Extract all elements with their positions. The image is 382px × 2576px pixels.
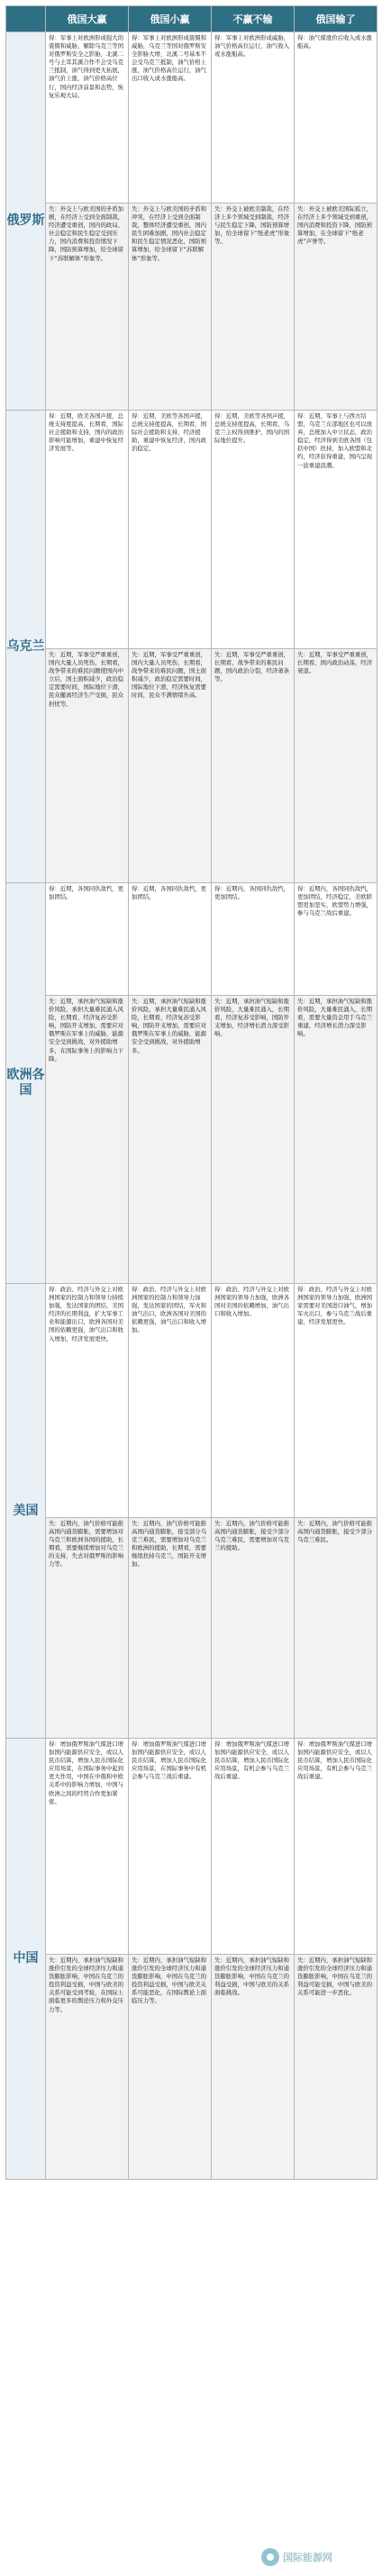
- table-cell: 得：油气煤涨价后收入或水涨船高。: [295, 32, 377, 203]
- table-cell: 得：增加俄罗斯油气煤进口增加国内能源供应安全，或以人民币结算，增加人民币国际化应用场景，有机会参与乌克兰战后重建。: [295, 1739, 377, 1955]
- table-cell: 失：近期内，承担油气短缺和涨价引发的全球经济压力和通货膨胀影响，中国在乌克兰的利益受损，中国与欧美的关系面临挑战。: [212, 1955, 295, 2180]
- table-row: [6, 1284, 377, 1518]
- table-cell: 得：增加俄罗斯油气煤进口增加国内能源供应安全，或以人民币结算，增加人民币国际化应用场景，有机会参与乌克兰战后重建。: [212, 1739, 295, 1955]
- table-cell: 失：近期内，油气价格可能推高国内通货膨胀，接受少部分乌克兰难民。: [295, 1518, 377, 1739]
- table-cell: 失：外交上被欧美制裁，在经济上多个领域受到制裁，经济与民生稳定下降，国防预算增加，给全球留下“纸老虎”形象等。: [212, 203, 295, 411]
- table-cell: 得：近期内，各国同仇敌忾，更加团结，经济稳定，美欧联盟更加坚实，欧盟势力增强，参与乌克兰战后重建。: [295, 883, 377, 996]
- table-cell: 失：近期内，油气价格可能推高国内通货膨胀，需要增加对乌克兰和欧洲各国的援助，长期看，需要继续增加对乌克兰的支持，失去对俄罗斯的影响力等。: [46, 1518, 129, 1739]
- header-row: [6, 6, 377, 32]
- table-cell: 得：近期，欧美各国声援，总统支持度提高，长期看，国际社会援助和支持，国内的政治影响可能增加，重建中恢复经济发展等。: [46, 411, 129, 649]
- table-cell: 得：军事上对欧洲形成威胁，油气价格高位运行，油气收入或水涨船高。: [212, 32, 295, 203]
- table-cell: 得：增加俄罗斯油气煤进口增加国内能源供应安全，或以人民币结算，增加人民币国际化应用场景，在国际事务中有机会参与乌克兰战后重建。: [129, 1739, 212, 1955]
- scenario-table: [5, 5, 377, 2180]
- table-cell: 得：增加俄罗斯油气煤进口增加国内能源供应安全，或以人民币结算，增加人民币国际化应用场景，在国际事务中起到更大作用，中国在中俄和中欧关系中的影响力增加，中国与欧洲之间的经贸合作更加紧密。: [46, 1739, 129, 1955]
- table-cell: 失：近期内，承担油气短缺和涨价引发的全球经济压力和通货膨胀影响，中国在乌克兰的投资利益受损，中国与欧美的关系可能受到考验，在国际上面临更多的舆论压力和外交压力等。: [46, 1955, 129, 2180]
- table-cell: 得：政治、经济与外交上对欧洲国家的领导力加强，欧洲国家需要对美国进口油气，增加军火出口，参与乌克兰战后重建，经济发展更快。: [295, 1284, 377, 1518]
- table-cell: 失：近期内，油气价格可能推高国内通货膨胀，接受少部分乌克兰难民，需要增加对乌克兰的援助。: [212, 1518, 295, 1739]
- row-header-europe: 欧洲各国: [6, 883, 46, 1284]
- table-row: [6, 203, 377, 411]
- table-cell: 得：政治、经济与外交上对欧洲国家的控制力和领导力持续加强，发达国家的团结，美国经济的长期利益，扩大军事工业和能源出口，欧洲各国对美国的依赖更强，油气出口和收入增加，经济发展更快。: [46, 1284, 129, 1518]
- table-row: [6, 32, 377, 203]
- table-cell: 得：近期，美欧等各国声援，总统支持度提高，长期看，乌克兰主权得到维护，国内的国际地位提升。: [212, 411, 295, 649]
- table-cell: 得：政治、经济与外交上对欧洲国家的控制力和领导力加强，发达国家的团结，军火和油气出口，欧洲各国对美国的依赖更强，油气出口和收入增加。: [129, 1284, 212, 1518]
- table-cell: 失：近期，承担油气短缺和涨价风险，承担大量难民涌入风险，长期看，经济复苏受影响，国防开支增加，需要应对俄罗斯在军事上的威胁，能源安全受到挑战，对外援助增多。: [129, 996, 212, 1284]
- table-cell: 得：军事上对欧洲形成强大的震慑和威胁，解除乌克兰等国对俄罗斯安全之影胁，北溪二号与土耳其溪合作不会受乌克兰抵制，油气得到更大拓展，油气价上涨，油气价格高位行，国内经济前景和态势，恢复乐观大局。: [46, 32, 129, 203]
- row-header-china: 中国: [6, 1739, 46, 2180]
- row-header-usa: 美国: [6, 1284, 46, 1739]
- table-cell: 失：近期，军事受严重重创，长期看，国内政治动荡，经济衰退。: [295, 649, 377, 883]
- table-cell: 得：近期，各国同仇敌忾，更加团结。: [46, 883, 129, 996]
- table-row: [6, 1739, 377, 1955]
- table-cell: 失：外交上与欧美国的矛盾和冲突，在经济上受到全面制裁，整体经济遭受重创，国内民生困难加剧，国内社会稳定和民生稳定情况恶化，国防预算增加，给全球留下“苏联解体”形象等。: [129, 203, 212, 411]
- table-cell: 得：政治、经济与外交上对欧洲国家的领导力加强，欧洲各国对美国的依赖增加，油气出口和收入增加。: [212, 1284, 295, 1518]
- table-row: [6, 1518, 377, 1739]
- row-header-russia: 俄罗斯: [6, 32, 46, 411]
- table-cell: 失：近期，承担油气短缺和涨价风险，大量难民涌入，长期看，需要大量资金用于乌克兰重建，经济增长潜力深受影响。: [295, 996, 377, 1284]
- table-row: [6, 883, 377, 996]
- column-header-corner: [6, 6, 46, 32]
- column-header-big-win: 俄国大赢: [46, 6, 129, 32]
- watermark: [261, 2544, 377, 2570]
- table-cell: 失：近期，军事受严重重创，国内大量人员死伤，长期看，战争带来的难民问题，国土面积减少，政治稳定需要时间，国际地位下滑，经济恢复需要时间，民众不满情绪升高。: [129, 649, 212, 883]
- table-cell: 失：近期，承担油气短缺和涨价风险，大量难民涌入，长期看，经济复苏受影响，国防开支增加，经济增长潜力深受影响。: [212, 996, 295, 1284]
- table-cell: 失：近期内，承担油气短缺和涨价引发的全球经济压力和通货膨胀影响，中国在乌克兰的利益可能受损，中国与欧美的关系可能进一步恶化。: [295, 1955, 377, 2180]
- watermark-text: 国际能源网: [283, 2552, 332, 2563]
- table-row: [6, 649, 377, 883]
- row-header-ukraine: 乌克兰: [6, 411, 46, 883]
- table-cell: 失：近期，军事受严重重创，长期看，战争带来的难民问题，国内政治分裂，经济萧条等。: [212, 649, 295, 883]
- table-cell: 失：外交上与欧美国的矛盾加剧，在经济上受到全面制裁，经济遭受重创，国内的政局、社会稳定和民生稳定受到压力，国内消费和投资情况下降，国防预算增加，给全球留下“苏联解体”形象等。: [46, 203, 129, 411]
- earth-logo-icon: [261, 2548, 279, 2566]
- table-cell: 得：近期内，各国同仇敌忾，更加团结。: [212, 883, 295, 996]
- table-cell: 失：近期，军事受严重重创，国内大量人员死伤，长期看，战争带来的难民问题使国内中立后，国土面积减少，政治稳定需要时间，国际地位下滑，民众撤离经济生产受损，民众担忧等。: [46, 649, 129, 883]
- table-cell: 失：近期内，油气价格可能推高国内通货膨胀，接受部分乌克兰难民，需要增加对乌克兰和欧洲的援助，长期看，需要继续扶持乌克兰，国防开支增加。: [129, 1518, 212, 1739]
- table-row: [6, 411, 377, 649]
- table-cell: 失：近期内，承担油气短缺和涨价引发的全球经济压力和通货膨胀影响，中国在乌克兰的投资利益受损，中国与欧美关系可能恶化，在国际舆论上面临压力等。: [129, 1955, 212, 2180]
- table-cell: 得：近期，美欧等各国声援，总统支持度提高，长期看，国际社会援助和支持，经济援助，重建中恢复经济，国内政治稳定。: [129, 411, 212, 649]
- table-cell: 失：近期，承担油气短缺和涨价风险，承担大量难民涌入风险，长期看，经济复苏受影响，国防开支增加，需要应对俄罗斯在军事上的威胁，能源安全受到挑战，对外援助增多，在国际事务上的影响力下降。: [46, 996, 129, 1284]
- table-cell: 失：外交上被欧美国际孤立，在经济上多个领域受到重创，国内消费和投资下降，国防预算增加，在全球留下“纸老虎”声誉等。: [295, 203, 377, 411]
- table-row: [6, 1955, 377, 2180]
- column-header-loss: 俄国输了: [295, 6, 377, 32]
- column-header-stalemate: 不赢不输: [212, 6, 295, 32]
- table-cell: 得：近期，各国同仇敌忾，更加团结。: [129, 883, 212, 996]
- table-cell: 得：近期，军事上与西方结盟，乌克兰东部地区也可以放弃，总统加入中立状态，政治稳定，经济得到美欧各国（包括中国）扶持，加入欧盟和北约，经济获得重建，国内呈现一波重建浪潮。: [295, 411, 377, 649]
- column-header-small-win: 俄国小赢: [129, 6, 212, 32]
- table-row: [6, 996, 377, 1284]
- table-cell: 得：军事上对欧洲形成震慑和威胁，乌克兰等国对俄罗斯安全影胁大增，北溪二号基本不会受乌克兰抵制，油气价格上涨，油气价格高位运行，油气出口收入或水涨船高。: [129, 32, 212, 203]
